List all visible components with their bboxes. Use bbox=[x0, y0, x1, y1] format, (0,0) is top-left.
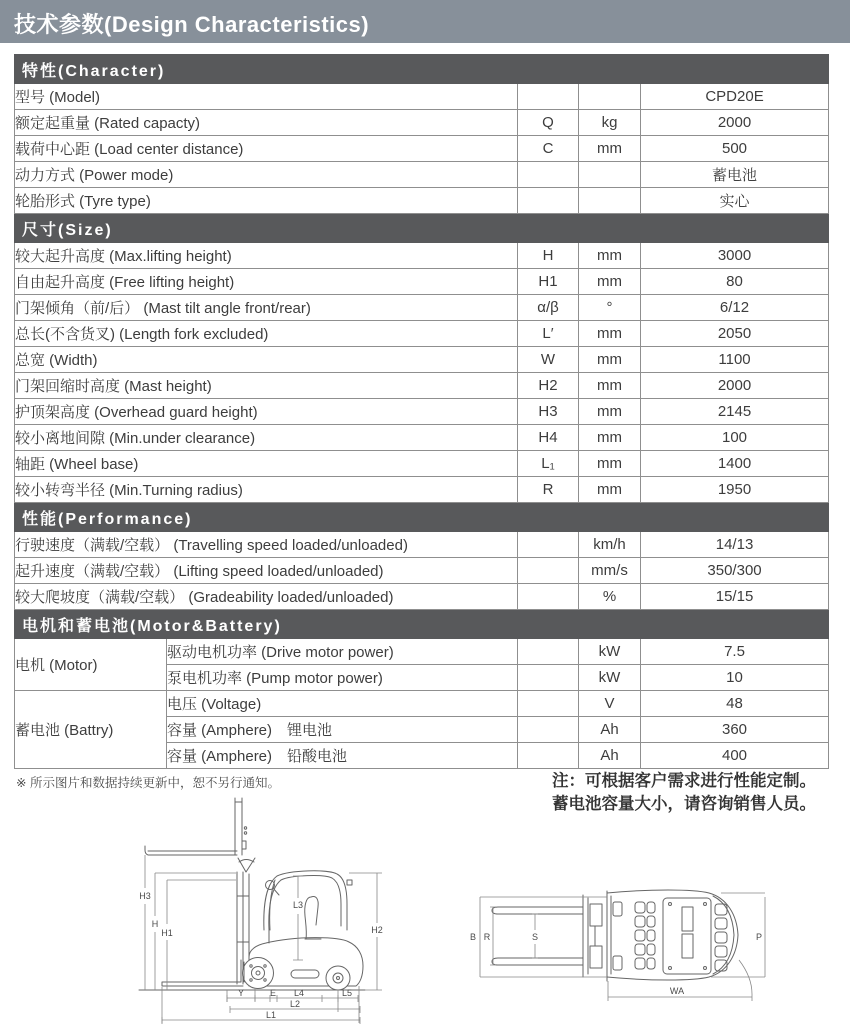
spec-unit: kg bbox=[579, 110, 641, 136]
forklift-side-view-drawing bbox=[125, 796, 455, 1028]
page-title: 技术参数(Design Characteristics) bbox=[14, 12, 370, 37]
spec-unit: mm bbox=[579, 136, 641, 162]
spec-symbol bbox=[518, 691, 579, 717]
spec-unit: mm/s bbox=[579, 558, 641, 584]
spec-symbol: Q bbox=[518, 110, 579, 136]
dim-label-l5: L5 bbox=[341, 988, 353, 998]
customization-note-line2: 蓄电池容量大小，请咨询销售人员。 bbox=[552, 795, 816, 814]
spec-symbol bbox=[518, 639, 579, 665]
spec-symbol: W bbox=[518, 347, 579, 373]
spec-label: 行驶速度（满载/空载） (Travelling speed loaded/unloaded) bbox=[15, 532, 518, 558]
spec-label: 容量 (Amphere) 锂电池 bbox=[167, 717, 518, 743]
spec-label: 总长(不含货叉) (Length fork excluded) bbox=[15, 321, 518, 347]
dim-label-h2: H2 bbox=[371, 925, 383, 935]
section-header-performance bbox=[15, 503, 829, 532]
forklift-top-view-drawing bbox=[455, 862, 845, 1022]
spec-value: 100 bbox=[641, 425, 829, 451]
customization-note-line1: 注：可根据客户需求进行性能定制。 bbox=[552, 772, 816, 790]
spec-label: 较小转弯半径 (Min.Turning radius) bbox=[15, 477, 518, 503]
dim-label-l1: L1 bbox=[265, 1010, 277, 1020]
forklift-top-outline bbox=[492, 890, 738, 981]
dim-label-e: E bbox=[269, 988, 277, 998]
spec-value: 14/13 bbox=[641, 532, 829, 558]
spec-unit: mm bbox=[579, 451, 641, 477]
spec-label: 容量 (Amphere) 铅酸电池 bbox=[167, 743, 518, 769]
spec-unit: Ah bbox=[579, 717, 641, 743]
spec-unit bbox=[579, 188, 641, 214]
spec-value: 2050 bbox=[641, 321, 829, 347]
spec-label: 自由起升高度 (Free lifting height) bbox=[15, 269, 518, 295]
spec-row bbox=[15, 532, 829, 558]
spec-value: 7.5 bbox=[641, 639, 829, 665]
spec-row bbox=[15, 477, 829, 503]
dim-label-h1: H1 bbox=[161, 928, 173, 938]
spec-value: 80 bbox=[641, 269, 829, 295]
forklift-side-outline bbox=[139, 798, 365, 990]
spec-row bbox=[15, 110, 829, 136]
spec-value: 400 bbox=[641, 743, 829, 769]
spec-label: 门架倾角（前/后） (Mast tilt angle front/rear) bbox=[15, 295, 518, 321]
spec-unit bbox=[579, 84, 641, 110]
spec-symbol: H3 bbox=[518, 399, 579, 425]
spec-symbol: H bbox=[518, 243, 579, 269]
spec-label: 型号 (Model) bbox=[15, 84, 518, 110]
spec-symbol bbox=[518, 84, 579, 110]
spec-value: CPD20E bbox=[641, 84, 829, 110]
spec-value: 1400 bbox=[641, 451, 829, 477]
spec-symbol: H4 bbox=[518, 425, 579, 451]
spec-value: 6/12 bbox=[641, 295, 829, 321]
spec-value: 1100 bbox=[641, 347, 829, 373]
spec-value: 蓄电池 bbox=[641, 162, 829, 188]
dim-label-h3: H3 bbox=[139, 891, 151, 901]
spec-symbol bbox=[518, 558, 579, 584]
spec-value: 1950 bbox=[641, 477, 829, 503]
spec-unit: mm bbox=[579, 373, 641, 399]
spec-row bbox=[15, 558, 829, 584]
spec-symbol bbox=[518, 717, 579, 743]
spec-label: 较大起升高度 (Max.lifting height) bbox=[15, 243, 518, 269]
spec-symbol bbox=[518, 532, 579, 558]
spec-unit: mm bbox=[579, 425, 641, 451]
spec-row bbox=[15, 373, 829, 399]
section-header-motor-battery bbox=[15, 610, 829, 639]
section-header-character bbox=[15, 55, 829, 84]
spec-unit: ° bbox=[579, 295, 641, 321]
spec-label: 额定起重量 (Rated capacty) bbox=[15, 110, 518, 136]
dim-label-l2: L2 bbox=[289, 999, 301, 1009]
spec-row bbox=[15, 639, 829, 665]
spec-value: 2145 bbox=[641, 399, 829, 425]
spec-symbol bbox=[518, 584, 579, 610]
spec-value: 2000 bbox=[641, 110, 829, 136]
update-disclaimer-note: ※ 所示图片和数据持续更新中，恕不另行通知。 bbox=[16, 776, 280, 790]
spec-unit: Ah bbox=[579, 743, 641, 769]
spec-label: 门架回缩时高度 (Mast height) bbox=[15, 373, 518, 399]
spec-label: 驱动电机功率 (Drive motor power) bbox=[167, 639, 518, 665]
page-banner bbox=[0, 0, 850, 43]
spec-unit: mm bbox=[579, 321, 641, 347]
spec-unit bbox=[579, 162, 641, 188]
section-title: 电机和蓄电池(Motor&Battery) bbox=[15, 610, 829, 639]
spec-symbol bbox=[518, 188, 579, 214]
spec-value: 48 bbox=[641, 691, 829, 717]
spec-row bbox=[15, 584, 829, 610]
spec-value: 350/300 bbox=[641, 558, 829, 584]
spec-label: 泵电机功率 (Pump motor power) bbox=[167, 665, 518, 691]
section-title: 性能(Performance) bbox=[15, 503, 829, 532]
section-header-size bbox=[15, 214, 829, 243]
spec-unit: km/h bbox=[579, 532, 641, 558]
dim-label-b: B bbox=[469, 932, 477, 942]
spec-symbol: L₁ bbox=[518, 451, 579, 477]
spec-row bbox=[15, 347, 829, 373]
spec-label: 起升速度（满载/空载） (Lifting speed loaded/unloaded) bbox=[15, 558, 518, 584]
spec-symbol: R bbox=[518, 477, 579, 503]
spec-label: 轴距 (Wheel base) bbox=[15, 451, 518, 477]
dim-label-p: P bbox=[755, 932, 763, 942]
spec-row bbox=[15, 188, 829, 214]
spec-table bbox=[14, 54, 829, 769]
dim-label-h: H bbox=[151, 919, 159, 929]
spec-row bbox=[15, 321, 829, 347]
spec-unit: mm bbox=[579, 269, 641, 295]
section-title: 特性(Character) bbox=[15, 55, 829, 84]
spec-symbol: H1 bbox=[518, 269, 579, 295]
spec-label: 电压 (Voltage) bbox=[167, 691, 518, 717]
customization-note bbox=[552, 770, 844, 817]
section-title: 尺寸(Size) bbox=[15, 214, 829, 243]
spec-label: 总宽 (Width) bbox=[15, 347, 518, 373]
spec-unit: kW bbox=[579, 639, 641, 665]
spec-unit: mm bbox=[579, 477, 641, 503]
dim-label-y: Y bbox=[237, 988, 245, 998]
dim-label-l4: L4 bbox=[293, 988, 305, 998]
spec-symbol: H2 bbox=[518, 373, 579, 399]
spec-row bbox=[15, 269, 829, 295]
spec-symbol bbox=[518, 743, 579, 769]
spec-group-motor: 电机 (Motor) bbox=[15, 639, 167, 691]
spec-label: 轮胎形式 (Tyre type) bbox=[15, 188, 518, 214]
spec-row bbox=[15, 451, 829, 477]
spec-label: 载荷中心距 (Load center distance) bbox=[15, 136, 518, 162]
spec-unit: mm bbox=[579, 243, 641, 269]
spec-symbol: C bbox=[518, 136, 579, 162]
spec-unit: % bbox=[579, 584, 641, 610]
spec-value: 3000 bbox=[641, 243, 829, 269]
spec-value: 实心 bbox=[641, 188, 829, 214]
spec-symbol: L′ bbox=[518, 321, 579, 347]
spec-row bbox=[15, 295, 829, 321]
side-dimension-lines bbox=[145, 855, 382, 1024]
spec-row bbox=[15, 162, 829, 188]
spec-symbol bbox=[518, 665, 579, 691]
dim-label-r: R bbox=[483, 932, 491, 942]
dim-label-wa: WA bbox=[669, 986, 685, 996]
spec-row bbox=[15, 84, 829, 110]
spec-row bbox=[15, 136, 829, 162]
dim-label-s: S bbox=[531, 932, 539, 942]
spec-value: 500 bbox=[641, 136, 829, 162]
spec-label: 护顶架高度 (Overhead guard height) bbox=[15, 399, 518, 425]
spec-unit: mm bbox=[579, 399, 641, 425]
dim-label-l3: L3 bbox=[292, 900, 304, 910]
spec-row bbox=[15, 399, 829, 425]
spec-row bbox=[15, 691, 829, 717]
spec-label: 动力方式 (Power mode) bbox=[15, 162, 518, 188]
spec-group-battery: 蓄电池 (Battry) bbox=[15, 691, 167, 769]
spec-label: 较小离地间隙 (Min.under clearance) bbox=[15, 425, 518, 451]
spec-symbol: α/β bbox=[518, 295, 579, 321]
spec-label: 较大爬坡度（满载/空载） (Gradeability loaded/unloaded) bbox=[15, 584, 518, 610]
spec-row bbox=[15, 243, 829, 269]
spec-value: 15/15 bbox=[641, 584, 829, 610]
spec-value: 10 bbox=[641, 665, 829, 691]
spec-value: 360 bbox=[641, 717, 829, 743]
spec-unit: mm bbox=[579, 347, 641, 373]
spec-value: 2000 bbox=[641, 373, 829, 399]
spec-row bbox=[15, 425, 829, 451]
spec-unit: kW bbox=[579, 665, 641, 691]
spec-symbol bbox=[518, 162, 579, 188]
spec-unit: V bbox=[579, 691, 641, 717]
